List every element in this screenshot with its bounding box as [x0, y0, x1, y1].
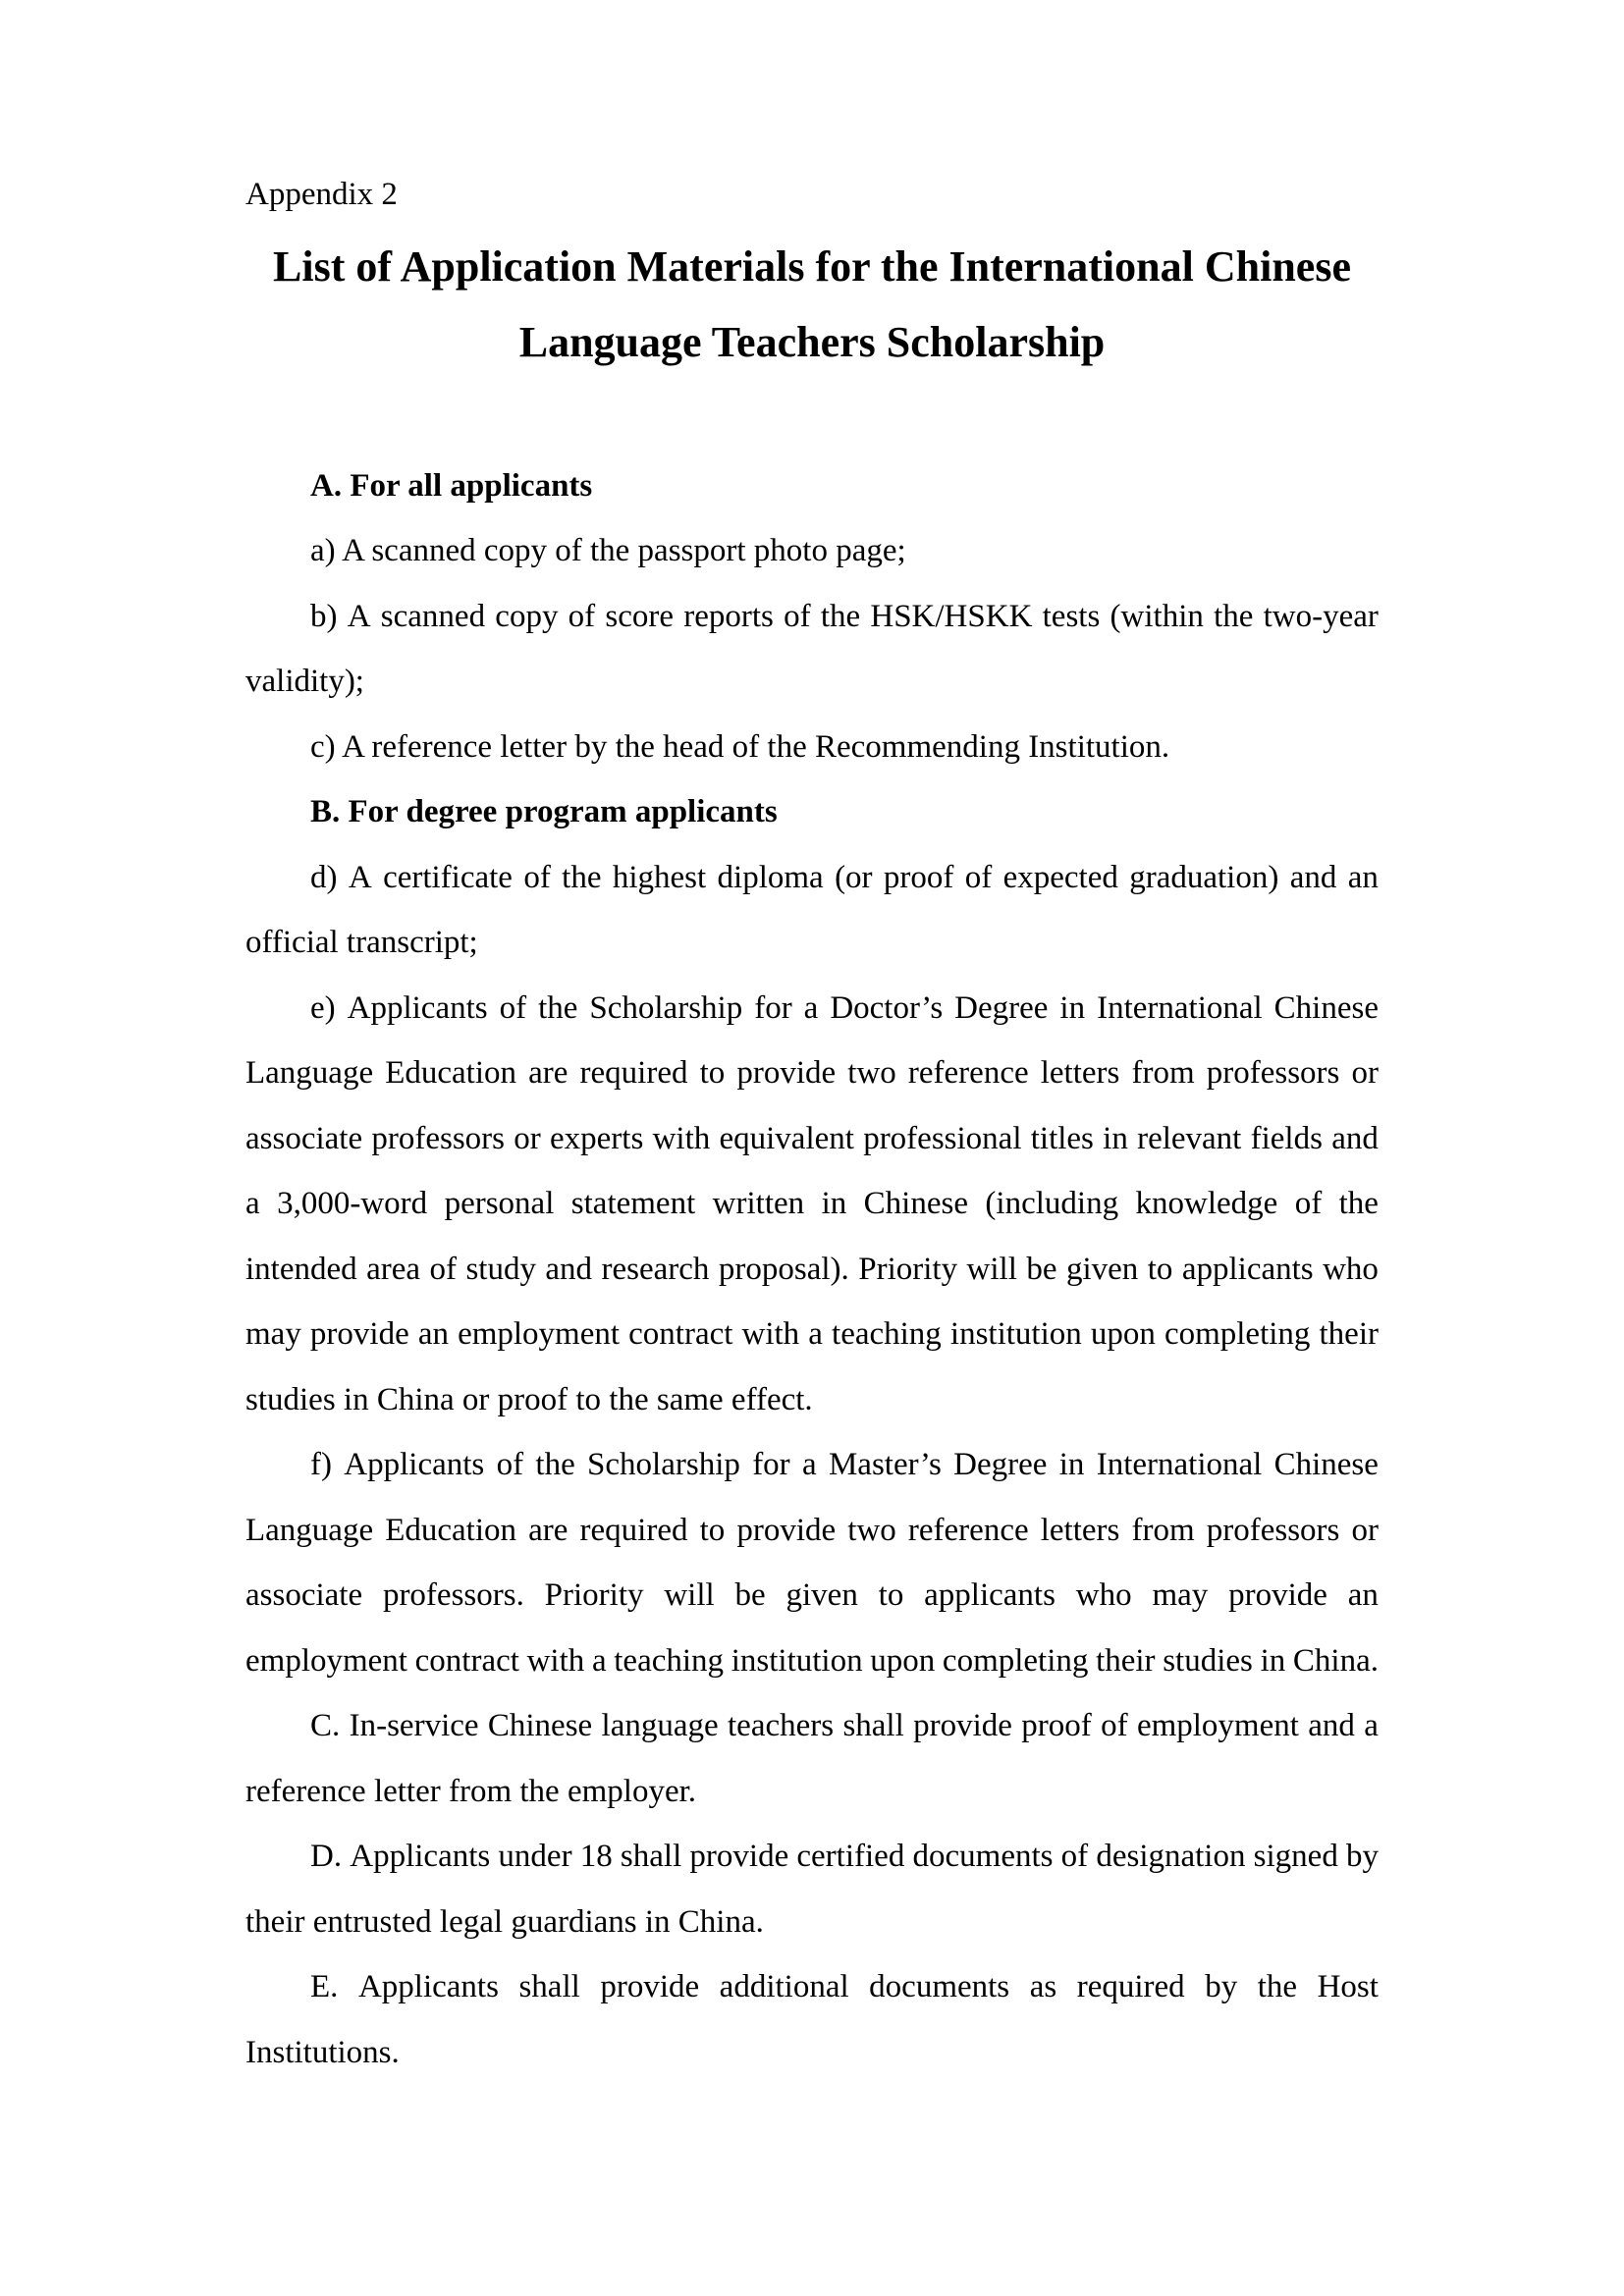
text-line: E. Applicants shall provide additional documents as required by the Host — [310, 1969, 1379, 2004]
text-line: a 3,000-word personal statement written in Chinese (including knowledge of the — [245, 1186, 1379, 1221]
text-line: e) Applicants of the Scholarship for a Doctor’s Degree in International Chinese — [310, 989, 1379, 1026]
document-title — [245, 229, 1379, 380]
text-line: official transcript; — [245, 925, 478, 960]
text-line: b) A scanned copy of score reports of the HSK/HSKK tests (within the two-year — [310, 598, 1379, 634]
appendix-label: Appendix 2 — [245, 177, 398, 212]
text-line: associate professors or experts with equivalent professional titles in relevant fields and — [245, 1120, 1379, 1156]
text-line: may provide an employment contract with a teaching institution upon completing their — [245, 1316, 1379, 1352]
text-line: B. For degree program applicants — [310, 794, 778, 829]
text-line: Language Education are required to provide two reference letters from professors or — [245, 1512, 1379, 1548]
text-line: A. For all applicants — [310, 467, 593, 504]
text-line: D. Applicants under 18 shall provide certified documents of designation signed by — [310, 1839, 1379, 1874]
text-line: Institutions. — [245, 2034, 400, 2070]
text-line: employment contract with a teaching institution upon completing their studies in China. — [245, 1642, 1379, 1679]
text-line: intended area of study and research proposal). Priority will be given to applicants who — [245, 1251, 1379, 1287]
text-line: a) A scanned copy of the passport photo page; — [310, 533, 906, 568]
text-line: C. In-service Chinese language teachers shall provide proof of employment and a — [310, 1708, 1379, 1743]
text-line: Language Education are required to provide two reference letters from professors or — [245, 1055, 1379, 1091]
text-line: c) A reference letter by the head of the Recommending Institution. — [310, 728, 1170, 765]
text-line: their entrusted legal guardians in China. — [245, 1903, 764, 1940]
text-line: reference letter from the employer. — [245, 1773, 697, 1809]
document-title-line-2: Language Teachers Scholarship — [518, 317, 1106, 366]
document-title-line-1: List of Application Materials for the International Chinese — [273, 241, 1351, 291]
text-line: validity); — [245, 664, 364, 699]
document-body — [245, 454, 1379, 2086]
text-line: d) A certificate of the highest diploma (or proof of expected graduation) and an — [310, 859, 1379, 895]
text-line: associate professors. Priority will be given to applicants who may provide an — [245, 1577, 1379, 1613]
text-line: f) Applicants of the Scholarship for a Master’s Degree in International Chinese — [310, 1447, 1379, 1482]
text-line: studies in China or proof to the same effect. — [245, 1381, 813, 1417]
